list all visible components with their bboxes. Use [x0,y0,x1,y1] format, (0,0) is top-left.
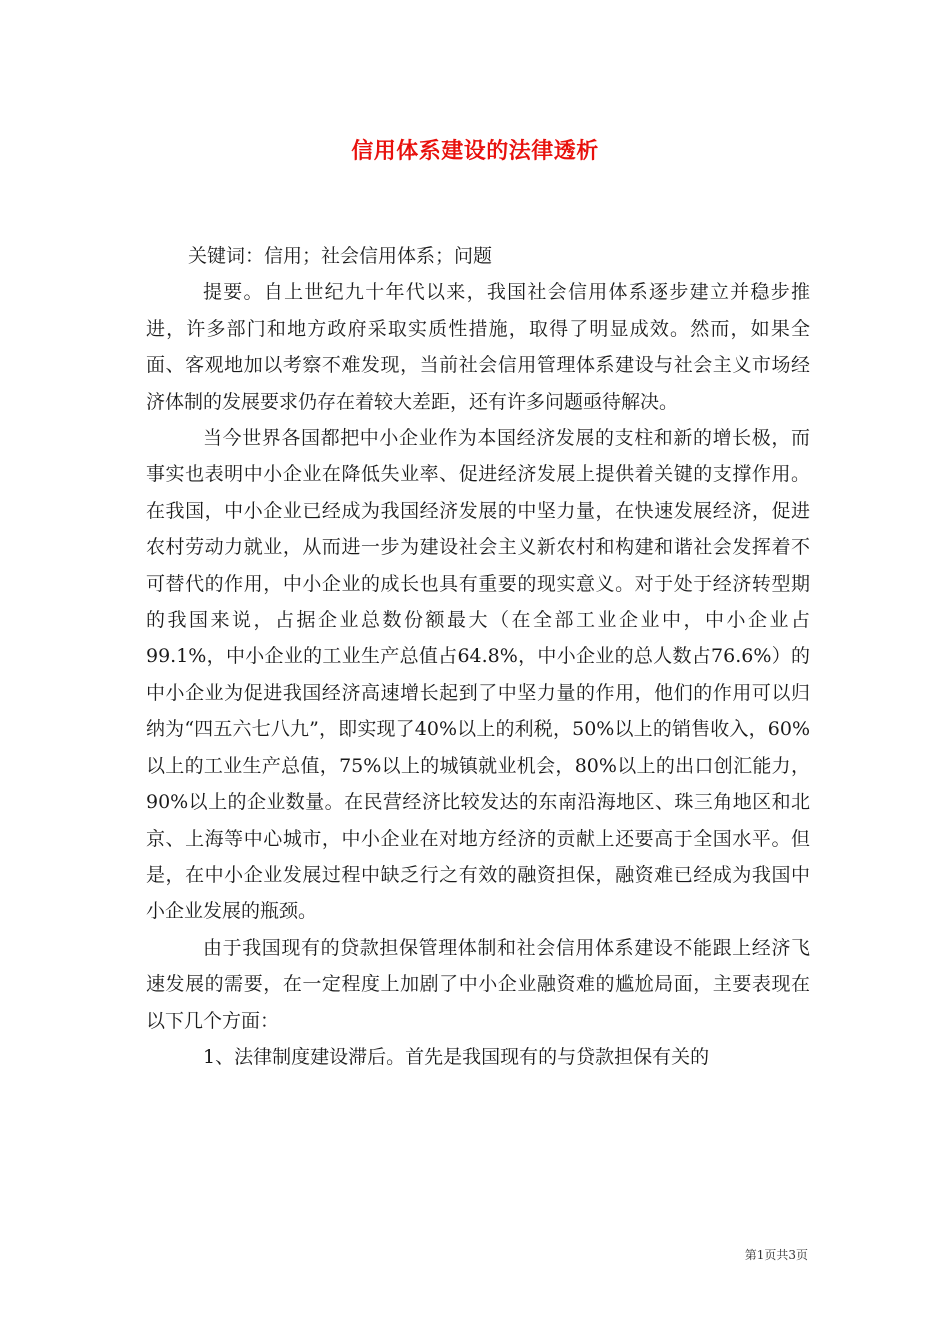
paragraph-abstract: 提要。自上世纪九十年代以来，我国社会信用体系逐步建立并稳步推进，许多部门和地方政府采取实质性措施，取得了明显成效。然而，如果全面、客观地加以考察不难发现，当前社会信用管理体系建设与社会主义市场经济体制的发展要求仍存在着较大差距，还有许多问题亟待解决。 [146,281,810,413]
document-body [146,238,810,1075]
keywords-line: 关键词：信用；社会信用体系；问题 [188,245,493,267]
document-title: 信用体系建设的法律透析 [351,138,599,164]
paragraph-financing-problems: 由于我国现有的贷款担保管理体制和社会信用体系建设不能跟上经济飞速发展的需要，在一定程度上加剧了中小企业融资难的尴尬局面，主要表现在以下几个方面： [146,936,810,1032]
paragraph-legal-lag: 1、法律制度建设滞后。首先是我国现有的与贷款担保有关的 [203,1045,710,1068]
paragraph-sme-importance: 当今世界各国都把中小企业作为本国经济发展的支柱和新的增长极，而事实也表明中小企业在降低失业率、促进经济发展上提供着关键的支撑作用。在我国，中小企业已经成为我国经济发展的中坚力量，在快速发展经济，促进农村劳动力就业，从而进一步为建设社会主义新农村和构建和谐社会发挥着不可替代的作用，中小企业的成长也具有重要的现实意义。对于处于经济转型期的我国来说，占据企业总数份额最大（在全部工业企业中，中小企业占99.1%，中小企业的工业生产总值占64.8%，中小企业的总人数占76.6%）的中小企业为促进我国经济高速增长起到了中坚力量的作用，他们的作用可以归纳为“四五六七八九”，即实现了40%以上的利税，50%以上的销售收入，60%以上的工业生产总值，75%以上的城镇就业机会，80%以上的出口创汇能力，90%以上的企业数量。在民营经济比较发达的东南沿海地区、珠三角地区和北京、上海等中心城市，中小企业在对地方经济的贡献上还要高于全国水平。但是，在中小企业发展过程中缺乏行之有效的融资担保，融资难已经成为我国中小企业发展的瓶颈。 [146,427,810,923]
page-number: 第1页共3页 [744,1248,808,1262]
